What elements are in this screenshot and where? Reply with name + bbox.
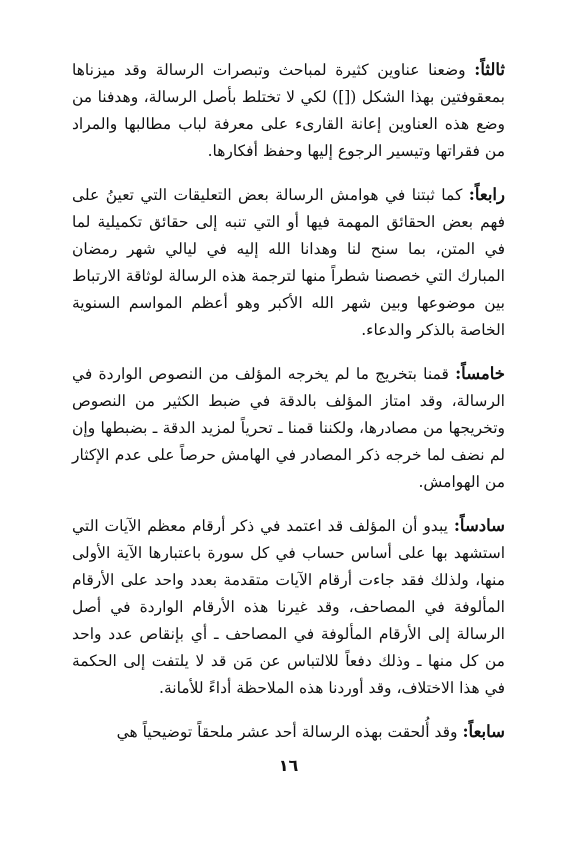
paragraph-text: كما ثبتنا في هوامش الرسالة بعض التعليقات التي تعينُ على فهم بعض الحقائق المهمة فيها أو التي تنبه إلى حقائق تكميلية لما في المتن، بما سنح لنا وهدانا الله إليه في ليالي شهر رمضان المبارك التي خصصنا شطراً منها لترجمة هذه الرسالة لوثاقة الارتباط بين موضوعها وبين شهر الله الأكبر وهو أعظم المواسم السنوية الخاصة بالذكر والدعاء. — [72, 186, 505, 339]
paragraph-text: وقد أُلحقت بهذه الرسالة أحد عشر ملحقاً توضيحياً هي — [116, 723, 463, 741]
paragraph-seventh — [72, 718, 505, 746]
paragraph-sixth — [72, 512, 505, 702]
paragraph-text: وضعنا عناوين كثيرة لمباحث وتبصرات الرسالة وقد ميزناها بمعقوفتين بهذا الشكل ([]) لكي لا تختلط بأصل الرسالة، وهدفنا من وضع هذه العناوين إعانة القارىء على معرفة لباب مطالبها والمراد من فقراتها وتيسير الرجوع إليها وحفظ أفكارها. — [72, 61, 505, 160]
paragraph-lead: رابعاً: — [468, 185, 505, 204]
paragraph-fifth — [72, 360, 505, 496]
paragraph-text: قمنا بتخريج ما لم يخرجه المؤلف من النصوص الواردة في الرسالة، وقد امتاز المؤلف بالدقة في ضبط الكثير من النصوص وتخريجها من مصادرها، ولكننا قمنا ـ تحرياً لمزيد الدقة ـ بضبطها وإن لم نضف لما خرجه ذكر المصادر في الهامش حرصاً على عدم الإكثار من الهوامش. — [72, 365, 505, 491]
paragraph-lead: سادساً: — [453, 516, 505, 535]
document-page — [0, 56, 577, 846]
paragraph-lead: سابعاً: — [462, 722, 505, 741]
paragraph-lead: خامساً: — [455, 364, 505, 383]
paragraph-lead: ثالثاً: — [474, 60, 505, 79]
body-text — [72, 56, 505, 746]
paragraph-third — [72, 56, 505, 165]
paragraph-text: يبدو أن المؤلف قد اعتمد في ذكر أرقام معظم الآيات التي استشهد بها على أساس حساب في كل سورة باعتبارها الآية الأولى منها، ولذلك فقد جاءت أرقام الآيات متقدمة بعدد واحد على الأرقام المألوفة في المصاحف، وقد غيرنا هذه الأرقام الواردة في أصل الرسالة إلى الأرقام المألوفة في المصاحف ـ أي بإنقاص عدد واحد من كل منها ـ وذلك دفعاً للالتباس عن مَن قد لا يلتفت إلى الحكمة في هذا الاختلاف، وقد أوردنا هذه الملاحظة أداءً للأمانة. — [72, 517, 505, 697]
page-number: ١٦ — [278, 756, 299, 775]
paragraph-fourth — [72, 181, 505, 344]
